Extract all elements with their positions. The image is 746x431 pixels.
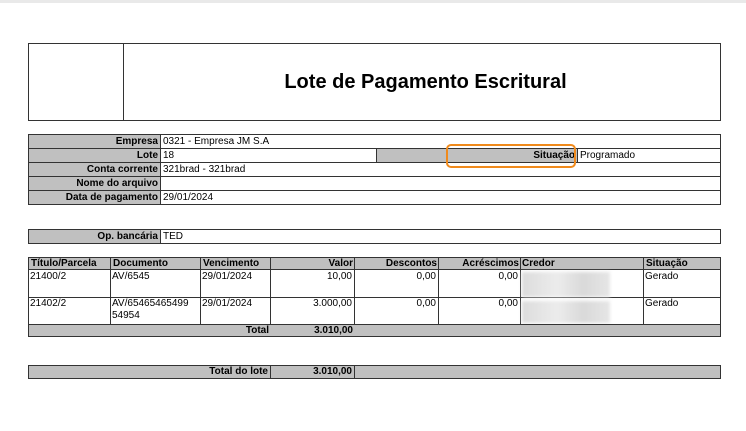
conta-value: 321brad - 321brad	[163, 164, 246, 175]
info-row-arquivo	[29, 177, 720, 191]
header-acrescimos: Acréscimos	[462, 258, 519, 269]
conta-label: Conta corrente	[29, 163, 161, 176]
row2-vencimento: 29/01/2024	[202, 298, 253, 309]
header-credor: Credor	[522, 258, 555, 269]
grid-line	[200, 257, 201, 324]
row1-valor: 10,00	[326, 271, 352, 282]
table-header	[28, 257, 721, 270]
row1-situacao: Gerado	[645, 271, 679, 282]
grid-line	[110, 257, 111, 324]
row2-valor: 3.000,00	[313, 298, 352, 309]
situacao-highlight	[446, 144, 576, 168]
arquivo-label: Nome do arquivo	[29, 177, 161, 190]
situacao-label: Situação	[505, 149, 578, 162]
data-pagamento-label: Data de pagamento	[29, 191, 161, 204]
row2-titulo: 21402/2	[30, 298, 67, 309]
table-total-value: 3.010,00	[314, 325, 353, 336]
row2-situacao: Gerado	[645, 298, 679, 309]
info-row-data	[29, 191, 720, 205]
data-pagamento-value: 29/01/2024	[163, 192, 214, 203]
header-descontos: Descontos	[385, 258, 437, 269]
row2-acrescimos: 0,00	[498, 298, 518, 309]
info-row-empresa	[29, 135, 720, 149]
situacao-value: Programado	[580, 150, 636, 161]
header-valor: Valor	[328, 258, 353, 269]
lote-total-value: 3.010,00	[272, 366, 355, 378]
document-header	[28, 43, 721, 121]
header-titulo: Título/Parcela	[31, 258, 97, 269]
op-bancaria-row	[28, 229, 721, 244]
table-total-row	[28, 324, 721, 337]
lote-value: 18	[163, 150, 175, 161]
lote-total-label: Total do lote	[29, 366, 271, 378]
op-bancaria-value: TED	[163, 231, 183, 242]
row1-credor-redacted	[522, 272, 610, 297]
header-vencimento: Vencimento	[203, 258, 260, 269]
top-edge	[0, 0, 746, 3]
op-bancaria-label: Op. bancária	[29, 230, 161, 243]
lote-label: Lote	[29, 149, 161, 162]
row1-acrescimos: 0,00	[498, 271, 518, 282]
lote-info-block	[28, 134, 721, 205]
empresa-value: 0321 - Empresa JM S.A	[163, 136, 270, 147]
row1-vencimento: 29/01/2024	[202, 271, 253, 282]
row2-documento-line1: AV/65465465499	[112, 298, 189, 309]
grid-line	[643, 257, 644, 324]
info-row-conta	[29, 163, 720, 177]
row1-documento: AV/6545	[112, 271, 150, 282]
lote-total-row	[28, 365, 721, 379]
grid-line	[520, 257, 521, 324]
row2-descontos: 0,00	[416, 298, 436, 309]
header-documento: Documento	[113, 258, 168, 269]
row2-credor-redacted	[522, 301, 610, 323]
empresa-label: Empresa	[29, 135, 161, 148]
logo-placeholder	[29, 44, 124, 120]
row1-titulo: 21400/2	[30, 271, 67, 282]
info-row-lote	[29, 149, 720, 163]
row1-descontos: 0,00	[416, 271, 436, 282]
document-title: Lote de Pagamento Escritural	[284, 70, 567, 93]
table-total-label: Total	[245, 325, 269, 336]
row2-documento-line2: 54954	[112, 310, 140, 321]
arquivo-value	[162, 177, 163, 190]
grid-line	[438, 257, 439, 324]
header-situacao: Situação	[646, 258, 688, 269]
